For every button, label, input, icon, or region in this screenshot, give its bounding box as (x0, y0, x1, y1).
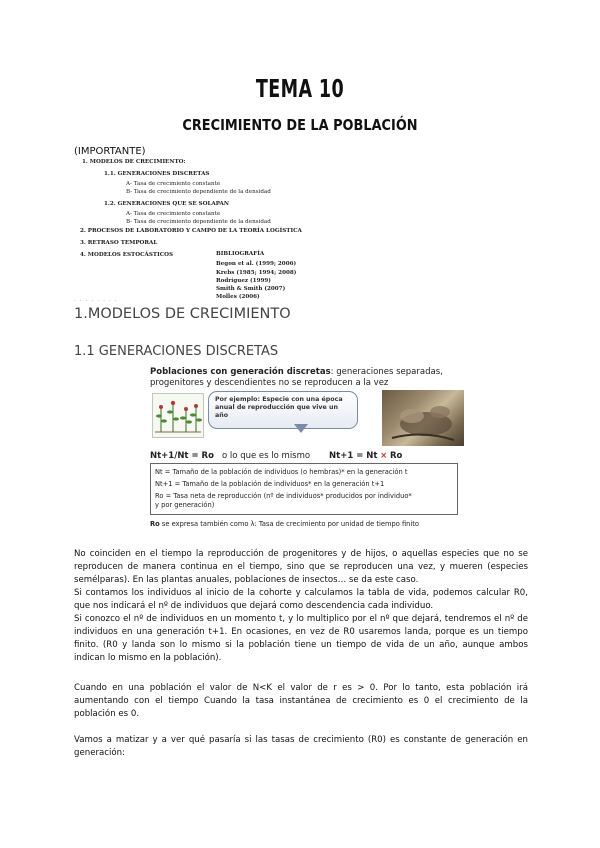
body-text-block-3 (74, 734, 528, 760)
bibliography-entry: Krebs (1985; 1994; 2008) (216, 270, 297, 276)
definition-ro-cont: y por generación) (155, 501, 215, 509)
toc-item-1-1-a: A- Tasa de crecimiento constante (126, 181, 221, 187)
toc-item-1-1-b: B- Tasa de crecimiento dependiente de la densidad (126, 189, 271, 195)
toc-item-2: 2. PROCESOS DE LABORATORIO Y CAMPO DE LA TEORÍA LOGÍSTICA (80, 228, 302, 234)
animal-photo-icon (382, 390, 464, 446)
ro-lambda-note (150, 520, 419, 528)
formula-middle: o lo que es lo mismo (222, 451, 311, 461)
toc-item-1-2-b: B- Tasa de crecimiento dependiente de la densidad (126, 219, 271, 225)
multiply-symbol: × (380, 451, 388, 461)
figure-title (150, 367, 443, 389)
discrete-generations-figure (140, 364, 470, 532)
definition-nt1: Nt+1 = Tamaño de la población de individuos* en la generación t+1 (155, 480, 385, 488)
bibliography-entry: Molles (2006) (216, 294, 260, 300)
example-text: Por ejemplo: Especie con una época anual de reproducción que vive un año (215, 396, 343, 419)
toc-item-1-1: 1.1. GENERACIONES DISCRETAS (104, 171, 210, 177)
paragraph: Si contamos los individuos al inicio de la cohorte y calculamos la tabla de vida, podemos calcular R0, que nos indicará el nº de individuos que dejará como descendencia cada individuo. (74, 588, 528, 611)
page-title: TEMA 10 (255, 74, 345, 103)
section-heading: 1.MODELOS DE CRECIMIENTO (74, 306, 291, 322)
paragraph: Si conozco el nº de individuos en un momento t, y lo multiplico por el nº que dejará, tendremos el nº de individuos en una generación t+1. En ocasiones, en vez de R0 usaremos landa, porque es un tiempo finito. (R0 y landa son lo mismo si la población tiene un tiempo de vida de un año, aunque ambos indican lo mismo en la población). (74, 614, 528, 663)
paragraph: No coinciden en el tiempo la reproducción de progenitores y de hijos, o aquellas especies que no se reproducen de manera continua en el tiempo, sino que se reproducen una vez, y mueren (especies semélparas). En las plantas anuales, poblaciones de insectos… se da este caso. (74, 549, 528, 585)
toc-item-4: 4. MODELOS ESTOCÁSTICOS (80, 252, 174, 258)
paragraph: Vamos a matizar y a ver qué pasaría si las tasas de crecimiento (R0) es constante de generación en generación: (74, 735, 528, 758)
toc-item-1: 1. MODELOS DE CRECIMIENTO: (82, 159, 186, 165)
section-separator: · · · · · · · · (74, 298, 118, 305)
importante-label: (IMPORTANTE) (74, 146, 146, 157)
formula-left: Nt+1/Nt = Ro (150, 451, 214, 461)
example-speech-bubble (208, 391, 358, 429)
speech-bubble-tail (294, 424, 308, 433)
figure-title-rest: : generaciones separadas, (330, 367, 443, 377)
definitions-box (150, 463, 458, 515)
figure-title-line2: progenitores y descendientes no se reproducen a la vez (150, 378, 389, 388)
ro-note-symbol: Ro (150, 520, 160, 528)
toc-item-3: 3. RETRASO TEMPORAL (80, 240, 158, 246)
body-text-block-1 (74, 548, 528, 665)
table-of-contents (74, 158, 534, 298)
bibliography-entry: Begon et al. (1999; 2006) (216, 261, 297, 267)
bibliography-title: BIBLIOGRAFÍA (216, 251, 265, 257)
page-subtitle: CRECIMIENTO DE LA POBLACIÓN (182, 116, 418, 134)
definition-nt: Nt = Tamaño de la población de individuos (o hembras)* en la generación t (155, 468, 408, 476)
subsection-heading: 1.1 GENERACIONES DISCRETAS (74, 344, 279, 359)
definition-ro: Ro = Tasa neta de reproducción (nº de individuos* producidos por individuo* (155, 492, 412, 500)
growth-formula (150, 451, 402, 461)
toc-item-1-2-a: A- Tasa de crecimiento constante (126, 211, 221, 217)
formula-right-ro: Ro (389, 451, 403, 461)
paragraph: Cuando en una población el valor de N<K el valor de r es > 0. Por lo tanto, esta población irá aumentando con el tiempo Cuando la tasa instantánea de crecimiento es 0 el crecimiento de la población es 0. (74, 683, 528, 719)
bibliography-entry: Rodríguez (1999) (216, 278, 271, 284)
formula-right: Nt+1 = Nt (329, 451, 378, 461)
figure-title-bold: Poblaciones con generación discretas (150, 367, 331, 377)
ro-note-text: se expresa también como λ: Tasa de crecimiento por unidad de tiempo finito (161, 520, 419, 528)
plant-illustration-icon (152, 393, 204, 438)
body-text-block-2 (74, 682, 528, 721)
toc-item-1-2: 1.2. GENERACIONES QUE SE SOLAPAN (104, 201, 229, 207)
bibliography-entry: Smith & Smith (2007) (216, 286, 286, 292)
